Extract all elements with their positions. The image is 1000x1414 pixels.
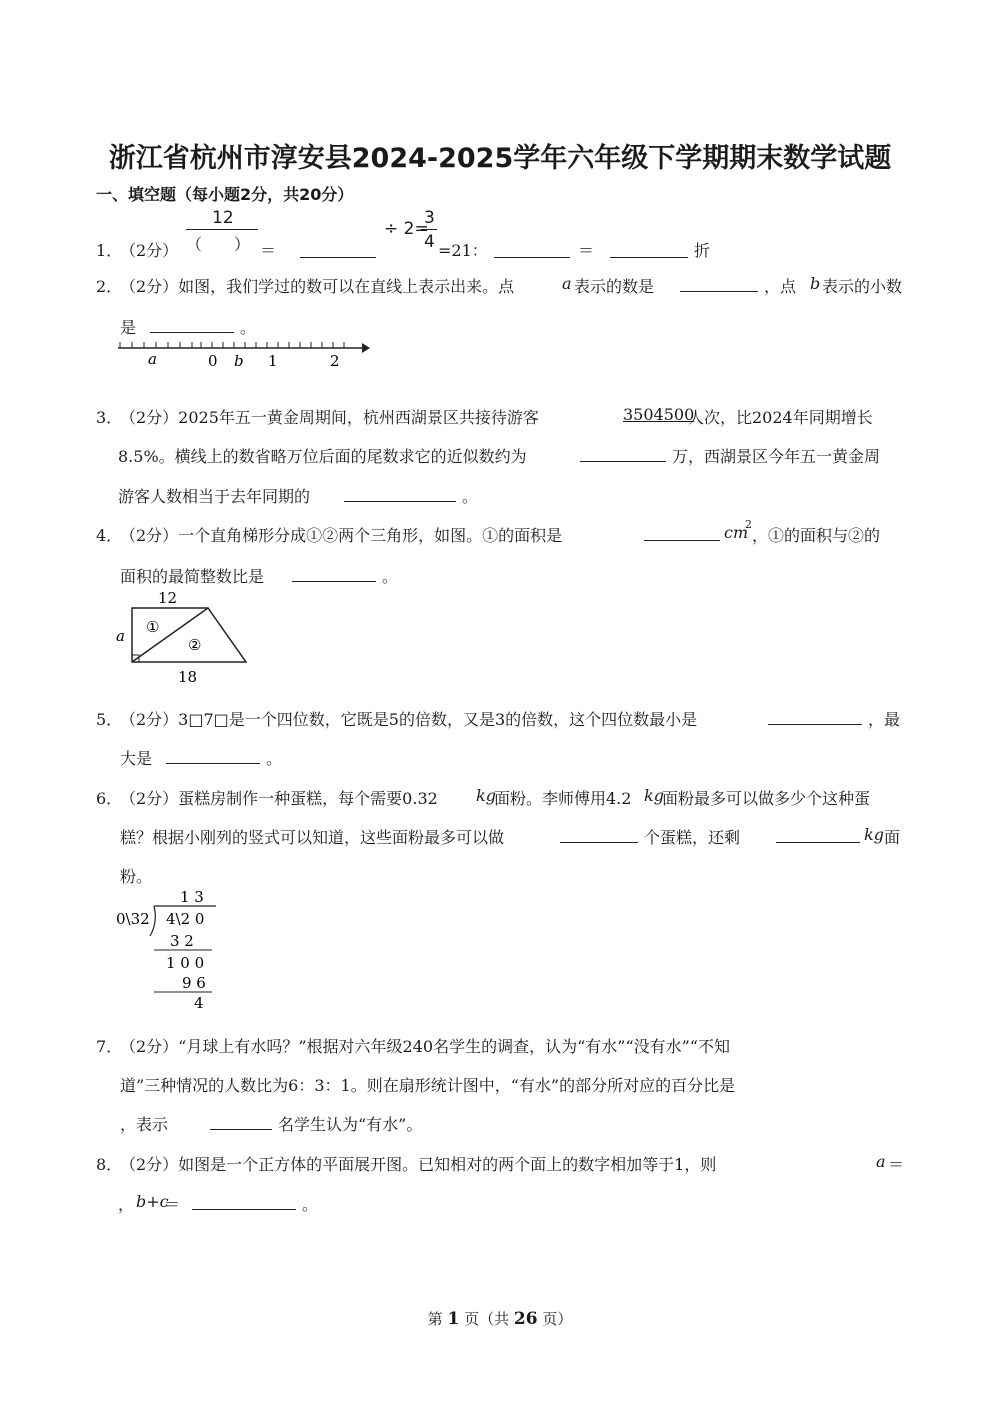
trapezoid-height-label: a (116, 627, 125, 645)
q3-text-2: 人次，比2024年同期增长 (688, 408, 873, 427)
axis-label-1: 1 (268, 352, 278, 370)
q6-unit-kg-3: kg (864, 825, 884, 844)
q8-equals-1: ＝ (888, 1155, 905, 1174)
q6-unit-kg-2: kg (644, 786, 664, 805)
q3-text-1: （2分）2025年五一黄金周期间，杭州西湖景区共接待游客 (120, 408, 539, 427)
q2-text-3: ，点 (764, 277, 797, 296)
q8-text-1: （2分）如图是一个正方体的平面展开图。已知相对的两个面上的数字相加等于1，则 (120, 1155, 717, 1174)
q1-fraction-numerator: 12 (212, 208, 234, 228)
axis-label-a: a (148, 350, 157, 368)
division-step-3: 9 6 (182, 974, 206, 992)
q6-unit-kg-1: kg (476, 786, 496, 805)
q2-text-5: 是 (120, 318, 137, 337)
q1-blank-2[interactable] (494, 256, 570, 258)
q2-blank-2[interactable] (150, 331, 234, 333)
q3-blank-2[interactable] (344, 500, 456, 502)
q8-var-a: a (876, 1152, 886, 1171)
q4-unit-cm: cm (724, 523, 749, 542)
q3-blank-1[interactable] (580, 460, 666, 462)
q1-discount-unit: 折 (694, 241, 711, 260)
footer-total-pages: 26 (513, 1309, 538, 1329)
axis-label-0: 0 (208, 352, 218, 370)
q4-text-3: 面积的最简整数比是 (120, 567, 265, 586)
q1-blank-3[interactable] (610, 256, 688, 258)
triangle-2-label: ② (188, 636, 202, 654)
q6-text-3: 面粉最多可以做多少个这种蛋 (662, 789, 871, 808)
q2-text-4: 表示的小数 (822, 277, 903, 296)
q1-number: 1． (96, 241, 123, 260)
footer-post: 页） (542, 1310, 573, 1328)
q2-var-a: a (562, 274, 572, 293)
division-dividend: 4\2 0 (166, 910, 205, 928)
division-quotient: 1 3 (180, 888, 204, 906)
footer-pre: 第 (427, 1310, 443, 1328)
q1-three-fourths-numerator: 3 (424, 208, 435, 228)
q4-blank-1[interactable] (644, 539, 720, 541)
q5-text-1: （2分）3□7□是一个四位数，它既是5的倍数，又是3的倍数，这个四位数最小是 (120, 710, 698, 729)
q7-number: 7． (96, 1037, 123, 1056)
number-line-ticks (120, 342, 344, 348)
axis-label-2: 2 (330, 352, 340, 370)
q8-text-2: ， (118, 1195, 135, 1214)
q1-fraction-bar (186, 229, 258, 230)
section-heading: 一、填空题（每小题2分，共20分） (96, 185, 354, 204)
number-line-arrow (362, 343, 370, 353)
q1-three-fourths-bar (421, 229, 437, 230)
q2-var-b: b (810, 274, 821, 293)
q5-number: 5． (96, 710, 123, 729)
trapezoid-figure (110, 586, 260, 688)
trapezoid-bottom-label: 18 (178, 668, 198, 686)
q7-text-4: 名学生认为“有水”。 (278, 1115, 423, 1134)
q4-text-4: 。 (382, 567, 399, 586)
trapezoid-top-label: 12 (158, 589, 178, 607)
long-division-figure (112, 884, 232, 1014)
page-title: 浙江省杭州市淳安县2024-2025学年六年级下学期期末数学试题 (108, 143, 892, 174)
footer-mid: 页（共 (464, 1310, 510, 1328)
q2-text-2: 表示的数是 (574, 277, 655, 296)
q3-text-3: 8.5%。横线上的数省略万位后面的尾数求它的近似数约为 (118, 447, 527, 466)
q8-text-3: 。 (302, 1195, 319, 1214)
q2-text-1: （2分）如图，我们学过的数可以在直线上表示出来。点 (120, 277, 515, 296)
q3-text-6: 。 (462, 487, 479, 506)
q4-blank-2[interactable] (292, 580, 376, 582)
q1-blank-1[interactable] (300, 256, 376, 258)
page-footer (0, 1308, 1000, 1329)
division-remainder: 4 (194, 994, 204, 1012)
q3-number: 3． (96, 408, 123, 427)
q8-var-bc: b+c (136, 1192, 169, 1211)
q7-text-3: ，表示 (120, 1115, 169, 1134)
q4-unit-sup: 2 (745, 518, 752, 531)
q1-divide-2: ÷ 2= (384, 219, 429, 239)
q7-blank-1[interactable] (210, 1128, 272, 1130)
q5-text-3: 大是 (120, 749, 153, 768)
q4-text-2: ，①的面积与②的 (752, 526, 881, 545)
q1-equals-2: ＝ (578, 241, 595, 260)
q4-number: 4． (96, 526, 123, 545)
q8-number: 8． (96, 1155, 123, 1174)
division-divisor: 0\32 (116, 910, 150, 928)
q7-text-1: （2分）“月球上有水吗？”根据对六年级240名学生的调查，认为“有水”“没有水”“不知 (120, 1037, 730, 1056)
q5-blank-1[interactable] (768, 723, 862, 725)
q6-blank-2[interactable] (776, 841, 860, 843)
q5-text-4: 。 (266, 749, 283, 768)
triangle-1-label: ① (146, 618, 160, 636)
q3-visitors-number: 3504500 (623, 405, 695, 424)
q3-text-5: 游客人数相当于去年同期的 (118, 487, 311, 506)
q6-text-2: 面粉。李师傅用4.2 (494, 789, 632, 808)
q8-blank-1[interactable] (192, 1208, 296, 1210)
q3-text-4: 万，西湖景区今年五一黄金周 (672, 447, 881, 466)
q6-text-4: 糕？根据小刚列的竖式可以知道，这些面粉最多可以做 (120, 828, 505, 847)
q1-equals-1: ＝ (260, 241, 277, 260)
q1-score: （2分） (120, 241, 179, 260)
q6-text-5: 个蛋糕，还剩 (644, 828, 741, 847)
q6-text-1: （2分）蛋糕房制作一种蛋糕，每个需要0.32 (120, 789, 438, 808)
q2-text-6: 。 (240, 318, 257, 337)
q6-text-6: 面 (884, 828, 901, 847)
q4-text-1: （2分）一个直角梯形分成①②两个三角形，如图。①的面积是 (120, 526, 563, 545)
q6-blank-1[interactable] (560, 841, 638, 843)
footer-page-number: 1 (447, 1309, 460, 1329)
division-bracket (150, 906, 155, 936)
q5-text-2: ，最 (868, 710, 901, 729)
number-line-figure (112, 334, 382, 374)
division-step-1: 3 2 (170, 932, 194, 950)
division-step-2: 1 0 0 (166, 954, 205, 972)
q1-three-fourths-denominator: 4 (424, 232, 435, 252)
q8-equals-2: ＝ (164, 1195, 181, 1214)
q6-number: 6． (96, 789, 123, 808)
q2-number: 2． (96, 277, 123, 296)
axis-label-b: b (234, 352, 244, 370)
q5-blank-2[interactable] (166, 762, 260, 764)
q2-blank-1[interactable] (680, 290, 758, 292)
q6-text-7: 粉。 (120, 867, 153, 886)
q1-fraction-denominator: （ ） (186, 235, 251, 254)
q7-text-2: 道”三种情况的人数比为6：3：1。则在扇形统计图中，“有水”的部分所对应的百分比是 (120, 1076, 736, 1095)
q1-ratio: =21： (438, 241, 488, 260)
